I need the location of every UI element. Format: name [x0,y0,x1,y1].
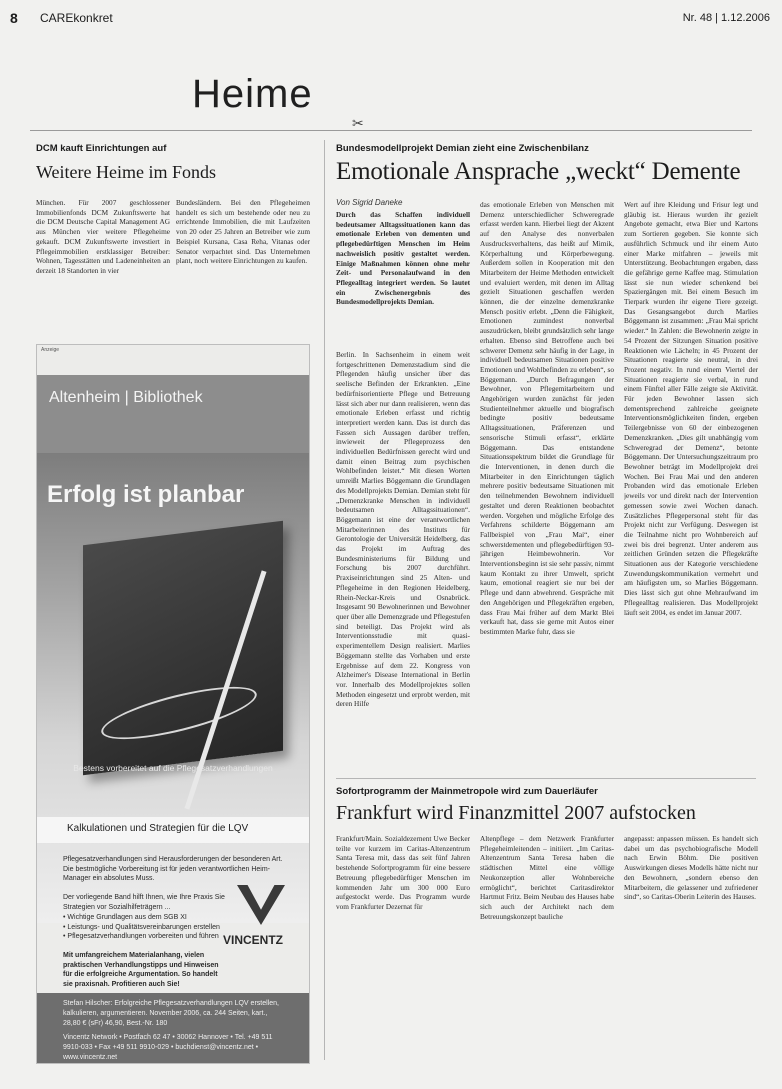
ad-body-1: Pflegesatzverhandlungen sind Herausforderungen der besonderen Art. Die bestmögliche Vorbereitung ist für jeden verantwortlichen Heim-Manager ein absolutes Muss. [63,856,283,882]
frankfurt-column-2: Altenpflege – dem Netzwerk Frankfurter Pflegeheimleitenden – initiiert. „Im Caritas-Altenzentrum Santa Teresa haben die städtischen Mittel eine völlige Neukonzeption aller Wohnbereiche ermöglicht“, berichtet Caritasdirektor Hartmut Fritz. Beim Neubau des Hauses habe sich auch der Architekt nach dem Betreuungskonzept bauliche [480,834,614,921]
demian-column-2: das emotionale Erleben von Menschen mit Demenz unterschiedlicher Schweregrade erfasst werden kann. Hierbei liegt der Akzent auf den Analyse des nonverbalen Ausdrucksverhaltens, das heißt auf Mimik, Körperhaltung und Körperbewegung. Außerdem sollen in Kooperation mit den Mitarbeitern der Heime Methoden entwickelt und evaluiert werden, mit denen im Alltag gezielt Situationen geschaffen werden können, die der einzelne demenzkranke Mensch positiv erlebt. „Denn die Fähigkeit, Emotionen zumindest nonverbal auszudrücken, bleibt grundsätzlich sehr lange erhalten. Ebenso sind Betroffene auch bei schwerer Demenz sehr häufig in der Lage, in individuell bedeutsamen Situationen positive Emotionen und Wohlbefinden zu erleben“, so Böggemann. „Durch Befragungen der Bewohner, von Pflegemitarbeitern und Angehörigen wurden zunächst für jeden Studienteilnehmer aktuelle und biografisch bedingte positiv bedeutsame Alltagssituationen, Präferenzen und sensorische Stimuli erfasst“, erklärte Böggemann. Das entstandene Situationsspektrum bildet die Grundlage für die Interventionen, in denen durch die Mitarbeiter in den Einrichtungen täglich mehrere positiv bedeutsame Situationen mit den teilnehmenden Bewohnern individuell gestaltet und deren Reaktionen beobachtet werden. Vorgehen und mögliche Erfolge des Verfahrens schilderte Böggemann am Fallbeispiel von „Frau Mai“, einer schwerstdementen und pflegebedürftigen 93-jährigen Heimbewohnerin. Vor Interventionsbeginn ist sie sehr passiv, nimmt kaum Kontakt zu ihrer Umwelt, spricht kaum, emotional reagiert sie nur bei der Pflege und dann abwehrend. Gespräche mit den Angehörigen und Pflegekräften ergeben, dass Frau Mai früher auf dem Markt Blei verkauft hat, dass sie gerne mit Autos einer bestimmten Marke fuhr, dass sie [480,200,614,636]
issue-date: Nr. 48 | 1.12.2006 [682,12,770,24]
ad-footer [37,993,310,1064]
section-rule [336,778,756,779]
ad-claim: Erfolg ist planbar [47,481,245,508]
dcm-kicker: DCM kauft Einrichtungen auf [36,143,167,154]
section-title: Heime [192,72,313,116]
publication-name: CAREkonkret [40,11,113,25]
frankfurt-headline: Frankfurt wird Finanzmittel 2007 aufstocken [336,802,696,824]
ad-body-3: Mit umfangreichem Materialanhang, vielen praktischen Verhandlungstipps und Hinweisen für die erfolgreiche Argumentation. So handelt sie praxisnah. Profitieren auch Sie! [63,952,219,988]
demian-headline: Emotionale Ansprache „weckt“ Demente [336,158,741,185]
ad-bullet: • Pflegesatzverhandlungen vorbereiten und führen [63,933,219,940]
column-divider [324,140,325,1060]
dcm-column-2: Bundesländern. Bei den Pflegeheimen handelt es sich um bestehende oder neu zu errichtende Immobilien, die mit Laufzeiten von 20 oder 25 Jahren an Betreiber wie zum Beispiel Kursana, Casa Reha, Vitanas oder Senator verpachtet sind. Das Unternehmen plant, noch weitere Einrichtungen zu kaufen. [176,198,310,266]
ad-body-2: Der vorliegende Band hilft Ihnen, wie Ihre Praxis Sie Strategien vor Sozialhilfeträgern ... [63,894,225,911]
brand-name: VINCENTZ [223,933,283,947]
publisher-contact: Vincentz Network • Postfach 62 47 • 30062 Hannover • Tel. +49 511 9910-033 • Fax +49 511 9910-029 • buchdienst@vincentz.net • www.vincentz.net [63,1034,273,1061]
ad-strip-text: Kalkulationen und Strategien für die LQV [67,823,249,834]
demian-lead: Durch das Schaffen individuell bedeutsamer Alltagssituationen kann das emotionale Erleben von dementen und pflegebedürftigen Menschen im Heim nachweislich positiv gestaltet werden. Einige Maßnahmen können ohne mehr Zeit- und Personalaufwand in den Pflegealltag integriert werden. So lautet ein Zwischenergebnis des Bundesmodellprojekts Demian. [336,210,470,307]
page-number: 8 [10,10,18,26]
ad-bullet: • Leistungs- und Qualitätsvereinbarungen erstellen [63,923,220,931]
demian-column-1: Berlin. In Sachsenheim in einem weit fortgeschrittenen Demenzstadium sind die Pflegenden häufig unsicher über das seelische Befinden der Erkrankten. „Eine bedürfnisorientierte Pflege und Betreuung lässt sich aber nur dann realisieren, wenn das emotionale Erleben erfasst und richtig interpretiert werden kann. Das ist durch das Fassen sich Aussagen darüber treffen, inwieweit der Pflegeprozess den individuellen Bedürfnissen gerecht wird und damit einen Beitrag zum psychischen Wohlbefinden leistet.“ Mit diesen Worten umreißt Marlies Böggemann die Grundlagen des Modellprojekts Demian. Demian steht für „Demenzkranke Menschen in individuell bedeutsamen Alltagssituationen“. Böggemann ist eine der verantwortlichen Mitarbeiterinnen des Instituts für Gerontologie der Universität Heidelberg, das das Projekt im Auftrag des Bundesministeriums für Bildung und Forschung bis 2007 durchführt. Praxiseinrichtungen sind 25 Alten- und Pflegeheime in den Regionen Heidelberg, Rhein-Neckar-Kreis und Osnabrück. Insgesamt 90 Bewohnerinnen und Bewohner quer über alle Demenzgrade und Pflegestufen sind beteiligt. Das Projekt wird als Interventionsstudie mit quasi-experimentellem Design realisiert. Marlies Böggemann stellte das Vorhaben und erste Ergebnisse auf dem 22. Kongress von Alzheimer's Disease International in Berlin vor. Innerhalb des Modellprojektes sollen Methoden eingesetzt und erprobt werden, mit deren Hilfe [336,350,470,709]
demian-byline: Von Sigrid Daneke [336,198,403,207]
author-title: Stefan Hilscher: Erfolgreiche Pflegesatzverhandlungen LQV erstellen, kalkulieren, argumentieren. November 2006, ca. 244 Seiten, kart., 28,80 € (sFr) 46,90, Best.-Nr. 180 [63,1000,279,1027]
demian-kicker: Bundesmodellprojekt Demian zieht eine Zwischenbilanz [336,143,589,154]
scissor-icon: ✂ [352,117,364,132]
book-subtitle: Bestens vorbereitet auf die Pflegesatzverhandlungen [73,763,273,773]
ad-banner-text: Altenheim | Bibliothek [49,389,203,406]
ad-bullets [63,913,228,942]
header-rule [30,130,752,131]
ad-bullet: • Wichtige Grundlagen aus dem SGB XI [63,914,187,921]
frankfurt-kicker: Sofortprogramm der Mainmetropole wird zum Dauerläufer [336,786,598,797]
demian-column-3: Wert auf ihre Kleidung und Frisur legt und gläubig ist. Hieraus wurden ihr gezielt Angebote gemacht, etwa Bier und Kartons zum Sortieren gegeben. Sie konnte sich ausführlich Schmuck und ihr einem Auto einer Marke mitfahren – jeweils mit Unterstützung. Beobachtungen ergaben, dass die gefährige gerne Kaffee mag. Stimulation lässt sie nun wieder schenkend bei Spaziergängen mit. Bei einem Besuch im Tierpark wurden ihr eigene Tiere gezeigt. Das Gesangsangebot durch Marlies Böggemann ist zusammen: „Frau Mai spricht wieder.“ In Zahlen: die Bewohnerin zeigte in 54 Prozent der Sitzungen Situation positive Reaktionen wie Lächeln; in 45 Prozent der Situationen reagierte sie neutral, in drei Prozent negativ. In rund einem Viertel der Situationen reagierte sie verbal, in rund einem Fünftel aller Fälle zeigte sie Aktivität. Für jeden Bewohner lassen sich dementsprechend zahlreiche geeignete Interventionsmöglichkeiten finden, ergeben Teilergebnisse von 60 der einbezogenen Demenzkranken. „Dies gilt unabhängig vom Schweregrad der Demenz“, betonte Böggemann. Der Untersuchungszeitraum pro Bewohner beträgt im Modellprojekt drei Wochen. Bei Frau Mai und den anderen Probanden wird das emotionale Erleben jeweils vor und direkt nach der Intervention gemessen sowie zwei Wochen danach. Zusätzliches Pflegepersonal steht für das Projekt nicht zur Verfügung. Deswegen ist die Teilnahme nicht pro Wohnbereich auf zwei bis drei begrenzt. Unter anderem aus zeitlichen Gründen setzen die Pflegekräfte Situationen aus der Kategorie verschiedene Zuwendungskommunikation vermehrt und am häufigsten um, so Marlies Böggemann. Dies lässt sich gut ohne Mehraufwand im Pflegealltag realisieren. Das Modellprojekt läuft seit 2004, es endet im Januar 2007. [624,200,758,617]
book-advertisement [36,344,310,1064]
dcm-headline: Weitere Heime im Fonds [36,162,217,182]
dcm-column-1: München. Für 2007 geschlossener Immobilienfonds DCM Zukunftswerte hat die DCM Deutsche Capital Management AG aus München vier weitere Pflegeheime gekauft. DCM Zukunftswerte investiert in Pflegeimmobilien erstklassiger Betreiber: Wohnen, Tagesstätten und Ladeneinheiten an derzeit 18 Standorten in vier [36,198,170,275]
frankfurt-column-1: Frankfurt/Main. Sozialdezernent Uwe Becker teilte vor kurzem im Caritas-Altenzentrum Santa Teresa mit, dass das seit fünf Jahren bestehende Sofortprogramm für eine bessere Betreuung pflegebedürftiger Menschen im kommenden Jahr um 300 000 Euro aufgestockt werde. Das Programm wurde vom Frankfurter Dezernat für [336,834,470,911]
ad-banner [37,375,310,453]
ad-label: Anzeige [41,347,60,353]
frankfurt-column-3: angepasst: anpassen müssen. Es handelt sich dabei um das psychobiografische Modell nach Erwin Böhm. Die positiven Auswirkungen dieses Modells hätte nicht nur den Bewohnern, „sondern ebenso den Mitarbeitern, die gelassener und zufriedener sind“, so Caritas-Oberin Leiterin des Hauses. [624,834,758,902]
